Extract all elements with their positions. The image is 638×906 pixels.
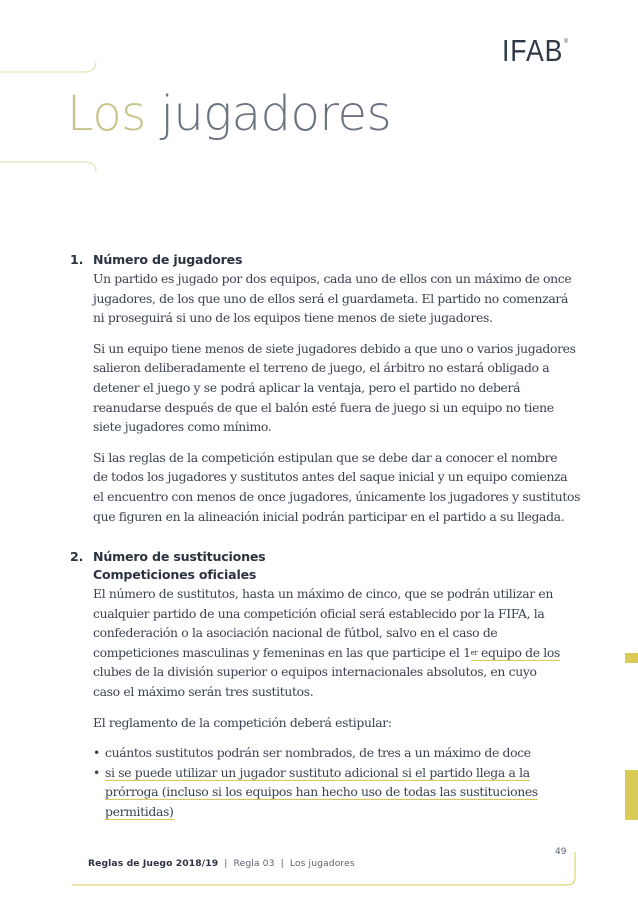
paragraph-1: Un partido es jugado por dos equipos, cada uno de ellos con un máximo de once jugadores, de los que uno de ellos será el guardameta. El partido no comenzará ni proseguirá si uno de los equipos tiene menos de siete jugadores. (93, 271, 572, 326)
paragraph-reglamento: El reglamento de la competición deberá estipular: (93, 714, 392, 730)
ifab-logo: IFAB® (502, 33, 569, 68)
side-marker (625, 770, 638, 820)
footer-rule: Regla 03 (233, 858, 275, 869)
list-item: • si se puede utilizar un jugador sustituto adicional si el partido llega a la prórroga (incluso si los equipos han hecho uso de todas las sustituciones permitidas) (93, 763, 590, 822)
paragraph-2: Si un equipo tiene menos de siete jugadores debido a que uno o varios jugadores salieron deliberadamente el terreno de juego, el árbitro no estará obligado a detener el juego y se podrá aplicar la ventaja, pero el partido no deberá reanudarse después de que el balón esté fuera de juego si un equipo no tiene siete jugadores como mínimo. (93, 340, 576, 435)
title-word-jugadores: jugadores (160, 86, 392, 142)
paragraph-3: Si las reglas de la competición estipulan que se debe dar a conocer el nombre de todos los jugadores y sustitutos antes del saque inicial y un equipo comienza el encuentro con menos de once jugadores, únicamente los jugadores y sustitutos que figuren en la alineación inicial podrán participar en el partido a su llegada. (93, 449, 581, 524)
side-marker (625, 653, 638, 663)
footer-book-title: Reglas de Juego 2018/19 (88, 858, 219, 869)
subheading-competiciones-oficiales: Competiciones oficiales (93, 567, 257, 582)
footer: Reglas de Juego 2018/19 | Regla 03 | Los jugadores (88, 858, 355, 869)
section-heading: 2. Número de sustituciones (70, 549, 266, 564)
section-heading: 1. Número de jugadores (70, 252, 243, 267)
page-number: 49 (555, 847, 567, 857)
section-numero-de-sustituciones (70, 548, 590, 822)
title-word-los: Los (67, 86, 146, 142)
paragraph-sustitutos: El número de sustitutos, hasta un máximo de cinco, que se podrán utilizar en cualquier partido de una competición oficial será establecido por la FIFA, la confederación o la asociación nacional de fútbol, salvo en el caso de competiciones masculinas y femeninas en las que participe el 1er equipo de los clubes de la división superior o equipos internacionales absolutos, en cuyo caso el máximo serán tres sustitutos. (93, 586, 561, 699)
footer-chapter: Los jugadores (289, 858, 355, 869)
section-numero-de-jugadores (70, 251, 590, 526)
page-title (67, 86, 392, 142)
bullet-list (93, 743, 590, 821)
list-item: • cuántos sustitutos podrán ser nombrados, de tres a un máximo de doce (93, 743, 590, 763)
